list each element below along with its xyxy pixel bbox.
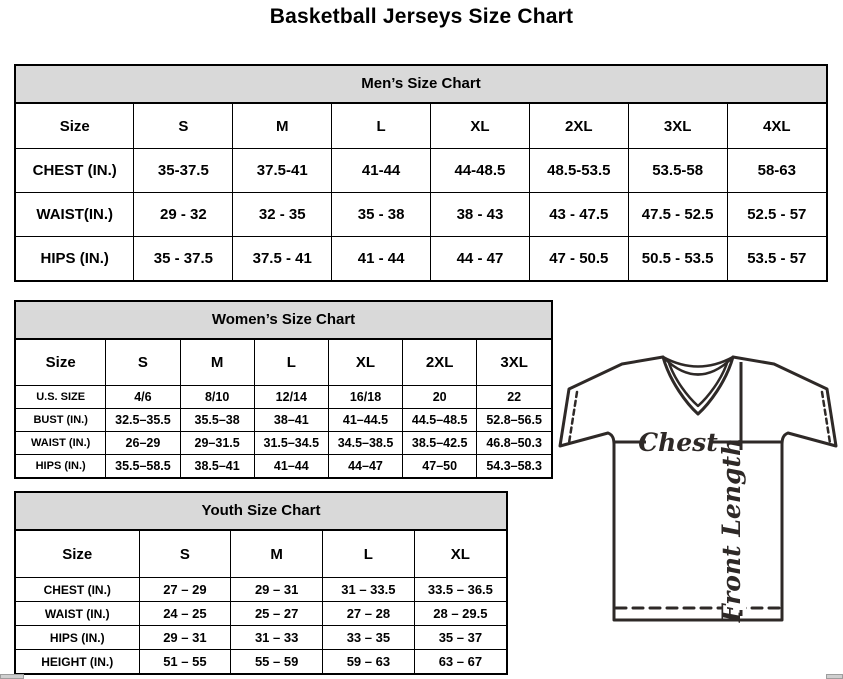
size-value: 38.5–42.5	[403, 432, 477, 455]
size-value: 33 – 35	[323, 626, 415, 650]
size-corner-header: Size	[16, 531, 139, 578]
youth-size-chart-table	[14, 491, 508, 675]
size-value: 44.5–48.5	[403, 409, 477, 432]
size-value: 47.5 - 52.5	[628, 193, 727, 237]
size-value: 41–44	[254, 455, 328, 478]
column-header-l: L	[332, 104, 431, 149]
row-label: HIPS (IN.)	[16, 455, 106, 478]
column-header-2xl: 2XL	[403, 340, 477, 386]
column-header-s: S	[139, 531, 231, 578]
column-header-3xl: 3XL	[628, 104, 727, 149]
womens-size-chart-table	[14, 300, 553, 479]
column-header-3xl: 3XL	[477, 340, 551, 386]
size-value: 8/10	[180, 386, 254, 409]
size-value: 28 – 29.5	[414, 602, 506, 626]
size-value: 41–44.5	[328, 409, 402, 432]
size-value: 32.5–35.5	[106, 409, 180, 432]
size-value: 16/18	[328, 386, 402, 409]
size-corner-header: Size	[16, 104, 134, 149]
size-value: 31 – 33.5	[323, 578, 415, 602]
youth-chart-caption: Youth Size Chart	[16, 493, 506, 531]
mens-size-table	[16, 104, 826, 280]
size-value: 37.5 - 41	[233, 237, 332, 281]
size-value: 29 – 31	[231, 578, 323, 602]
row-label: HIPS (IN.)	[16, 626, 139, 650]
size-value: 50.5 - 53.5	[628, 237, 727, 281]
size-value: 47 - 50.5	[529, 237, 628, 281]
size-value: 47–50	[403, 455, 477, 478]
size-value: 27 – 29	[139, 578, 231, 602]
front-length-label: Front Length	[717, 437, 746, 623]
jersey-measurement-diagram	[556, 350, 843, 628]
table-row	[16, 193, 826, 237]
mens-chart-caption: Men’s Size Chart	[16, 66, 826, 104]
size-value: 12/14	[254, 386, 328, 409]
size-value: 38–41	[254, 409, 328, 432]
jersey-outline	[560, 357, 836, 620]
size-value: 53.5 - 57	[727, 237, 826, 281]
size-value: 48.5-53.5	[529, 149, 628, 193]
youth-size-table	[16, 531, 506, 673]
size-value: 41-44	[332, 149, 431, 193]
size-value: 20	[403, 386, 477, 409]
column-header-m: M	[180, 340, 254, 386]
size-value: 63 – 67	[414, 650, 506, 674]
column-header-s: S	[106, 340, 180, 386]
row-label: CHEST (IN.)	[16, 578, 139, 602]
column-header-xl: XL	[431, 104, 530, 149]
womens-size-table	[16, 340, 551, 477]
size-value: 34.5–38.5	[328, 432, 402, 455]
size-value: 26–29	[106, 432, 180, 455]
size-value: 22	[477, 386, 551, 409]
size-value: 35-37.5	[134, 149, 233, 193]
size-value: 55 – 59	[231, 650, 323, 674]
column-header-s: S	[134, 104, 233, 149]
size-value: 32 - 35	[233, 193, 332, 237]
table-row	[16, 237, 826, 281]
size-value: 44–47	[328, 455, 402, 478]
size-value: 51 – 55	[139, 650, 231, 674]
chest-measure-line	[614, 428, 782, 457]
size-header-row	[16, 104, 826, 149]
size-corner-header: Size	[16, 340, 106, 386]
size-value: 35.5–38	[180, 409, 254, 432]
size-header-row	[16, 340, 551, 386]
size-value: 53.5-58	[628, 149, 727, 193]
size-value: 31 – 33	[231, 626, 323, 650]
size-value: 58-63	[727, 149, 826, 193]
size-value: 41 - 44	[332, 237, 431, 281]
column-header-l: L	[254, 340, 328, 386]
table-row	[16, 650, 506, 674]
size-value: 33.5 – 36.5	[414, 578, 506, 602]
chest-label: Chest	[638, 428, 718, 457]
size-value: 29 - 32	[134, 193, 233, 237]
column-header-4xl: 4XL	[727, 104, 826, 149]
mens-size-chart-table	[14, 64, 828, 282]
column-header-m: M	[231, 531, 323, 578]
size-value: 54.3–58.3	[477, 455, 551, 478]
size-value: 25 – 27	[231, 602, 323, 626]
size-value: 29 – 31	[139, 626, 231, 650]
scrollbar-fragment-right[interactable]	[826, 674, 843, 679]
size-value: 38.5–41	[180, 455, 254, 478]
size-value: 35 – 37	[414, 626, 506, 650]
column-header-m: M	[233, 104, 332, 149]
size-value: 35.5–58.5	[106, 455, 180, 478]
size-value: 52.8–56.5	[477, 409, 551, 432]
size-value: 24 – 25	[139, 602, 231, 626]
scrollbar-fragment-left[interactable]	[0, 674, 24, 679]
table-row	[16, 455, 551, 478]
page-title: Basketball Jerseys Size Chart	[269, 5, 574, 28]
size-value: 52.5 - 57	[727, 193, 826, 237]
size-value: 4/6	[106, 386, 180, 409]
size-value: 43 - 47.5	[529, 193, 628, 237]
size-value: 31.5–34.5	[254, 432, 328, 455]
size-value: 44-48.5	[431, 149, 530, 193]
table-row	[16, 626, 506, 650]
column-header-xl: XL	[328, 340, 402, 386]
table-row	[16, 149, 826, 193]
table-row	[16, 432, 551, 455]
row-label: WAIST (IN.)	[16, 602, 139, 626]
column-header-2xl: 2XL	[529, 104, 628, 149]
size-value: 35 - 37.5	[134, 237, 233, 281]
row-label: HIPS (IN.)	[16, 237, 134, 281]
table-row	[16, 602, 506, 626]
column-header-l: L	[323, 531, 415, 578]
row-label: U.S. SIZE	[16, 386, 106, 409]
row-label: BUST (IN.)	[16, 409, 106, 432]
row-label: WAIST (IN.)	[16, 432, 106, 455]
size-value: 46.8–50.3	[477, 432, 551, 455]
size-value: 29–31.5	[180, 432, 254, 455]
womens-chart-caption: Women’s Size Chart	[16, 302, 551, 340]
row-label: HEIGHT (IN.)	[16, 650, 139, 674]
size-value: 59 – 63	[323, 650, 415, 674]
size-value: 37.5-41	[233, 149, 332, 193]
table-row	[16, 578, 506, 602]
table-row	[16, 386, 551, 409]
size-header-row	[16, 531, 506, 578]
size-value: 27 – 28	[323, 602, 415, 626]
front-length-measure-line	[717, 362, 746, 623]
row-label: WAIST(IN.)	[16, 193, 134, 237]
table-row	[16, 409, 551, 432]
row-label: CHEST (IN.)	[16, 149, 134, 193]
size-value: 35 - 38	[332, 193, 431, 237]
size-value: 38 - 43	[431, 193, 530, 237]
column-header-xl: XL	[414, 531, 506, 578]
size-value: 44 - 47	[431, 237, 530, 281]
